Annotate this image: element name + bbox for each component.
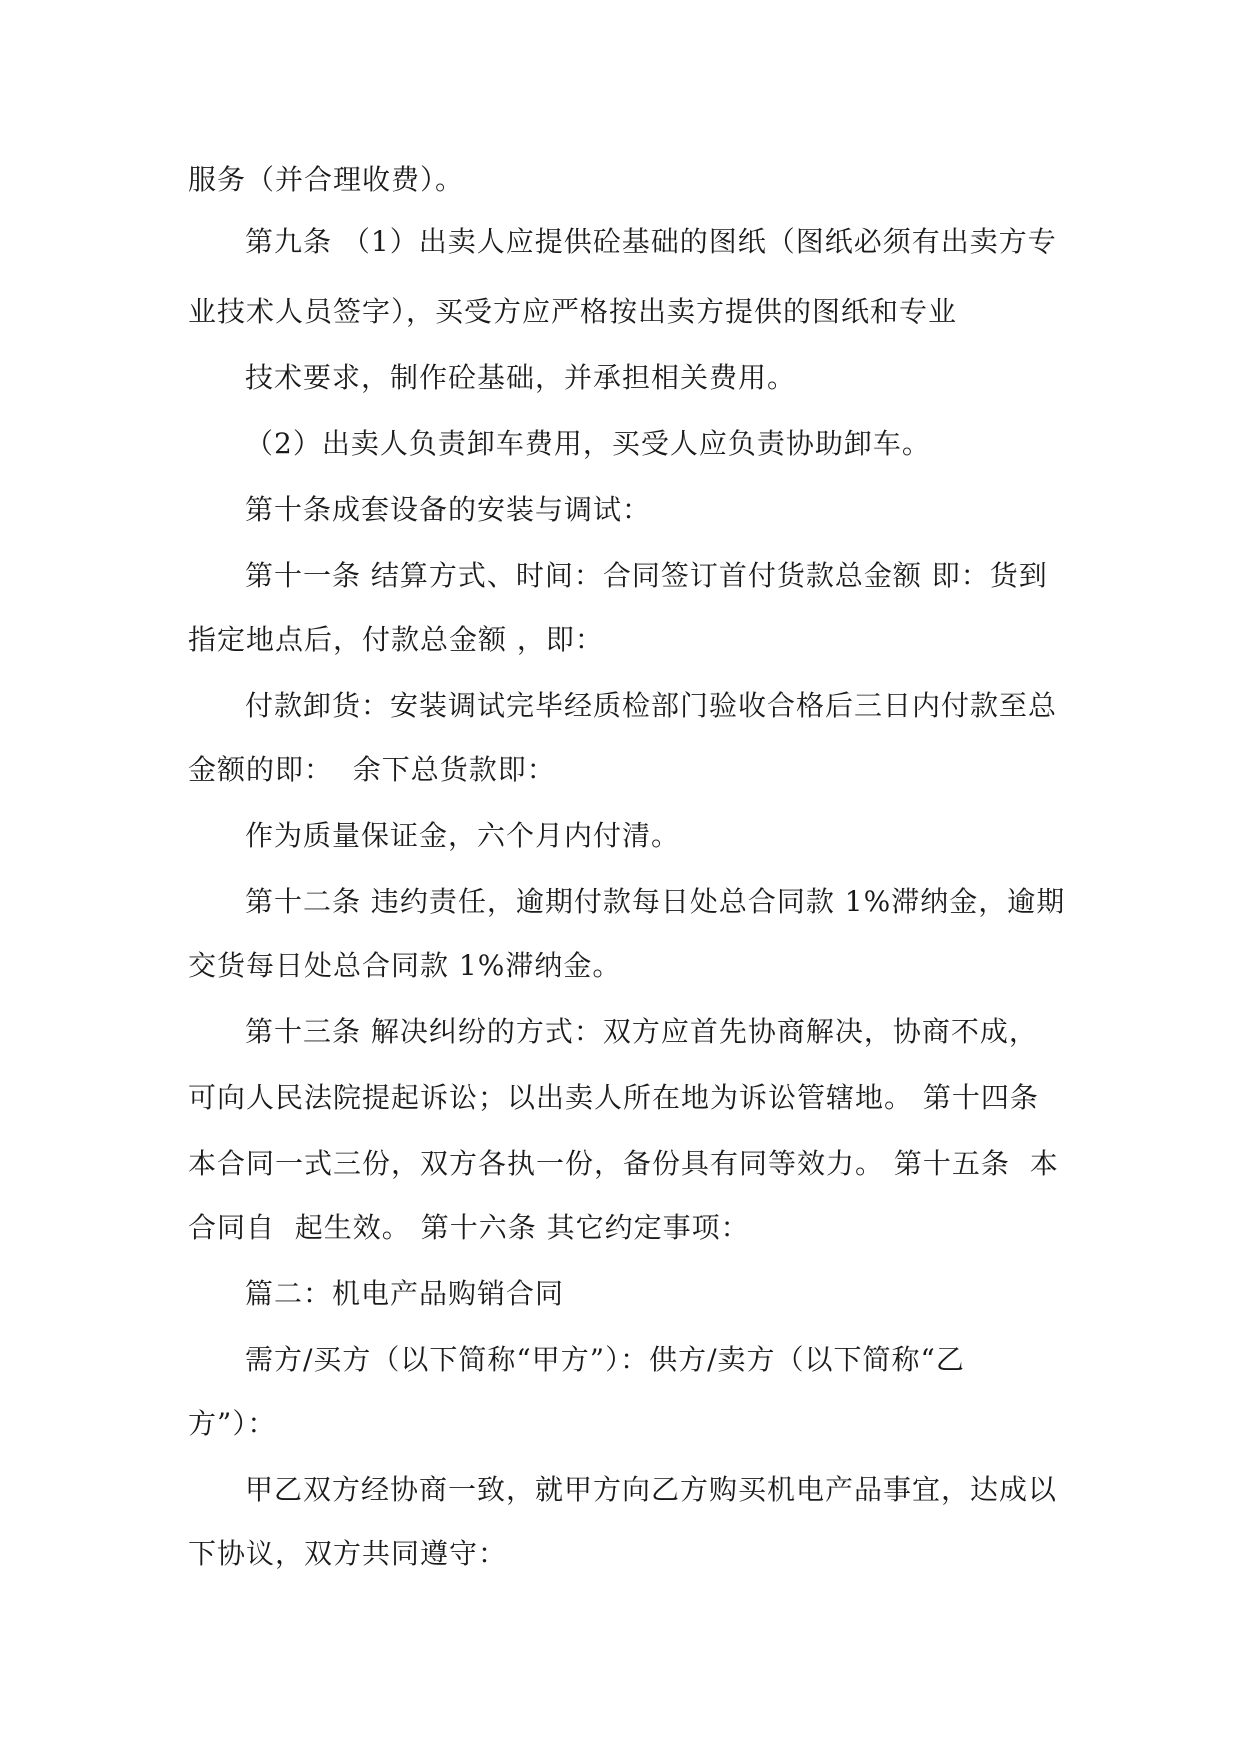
text-line: 可向人民法院提起诉讼；以出卖人所在地为诉讼管辖地。 第十四条 [188,1081,1039,1114]
text-line: 指定地点后，付款总金额 ，即： [188,623,604,656]
text-line: 合同自 起生效。 第十六条 其它约定事项： [188,1211,750,1244]
text-line: 需方/买方（以下简称“甲方”）：供方/卖方（以下简称“乙 [245,1343,965,1376]
text-line: 第十三条 解决纠纷的方式：双方应首先协商解决，协商不成， [245,1015,1038,1048]
text-line: 业技术人员签字），买受方应严格按出卖方提供的图纸和专业 [188,295,958,328]
section-heading: 篇二：机电产品购销合同 [245,1277,565,1310]
text-line: 作为质量保证金，六个月内付清。 [245,819,681,852]
text-line: 付款卸货：安装调试完毕经质检部门验收合格后三日内付款至总 [245,689,1058,722]
text-line: 交货每日处总合同款 1%滞纳金。 [188,949,622,982]
text-line: 技术要求，制作砼基础，并承担相关费用。 [245,361,797,394]
text-line: 金额的即： 余下总货款即： [188,753,556,786]
text-line: 甲乙双方经协商一致，就甲方向乙方购买机电产品事宜，达成以 [245,1473,1058,1506]
text-line: 方”）： [188,1407,277,1440]
text-line: 第十条成套设备的安装与调试： [245,493,652,526]
text-line: 本合同一式三份，双方各执一份，备份具有同等效力。 第十五条 本 [188,1147,1059,1180]
text-line: 下协议，双方共同遵守： [188,1537,508,1570]
text-line: 第九条 （1）出卖人应提供砼基础的图纸（图纸必须有出卖方专 [245,225,1057,258]
text-line: 第十二条 违约责任，逾期付款每日处总合同款 1%滞纳金，逾期 [245,885,1066,918]
text-line: 第十一条 结算方式、时间：合同签订首付货款总金额 即：货到 [245,559,1048,592]
text-line: （2）出卖人负责卸车费用，买受人应负责协助卸车。 [245,427,931,460]
text-line: 服务（并合理收费）。 [188,163,465,196]
